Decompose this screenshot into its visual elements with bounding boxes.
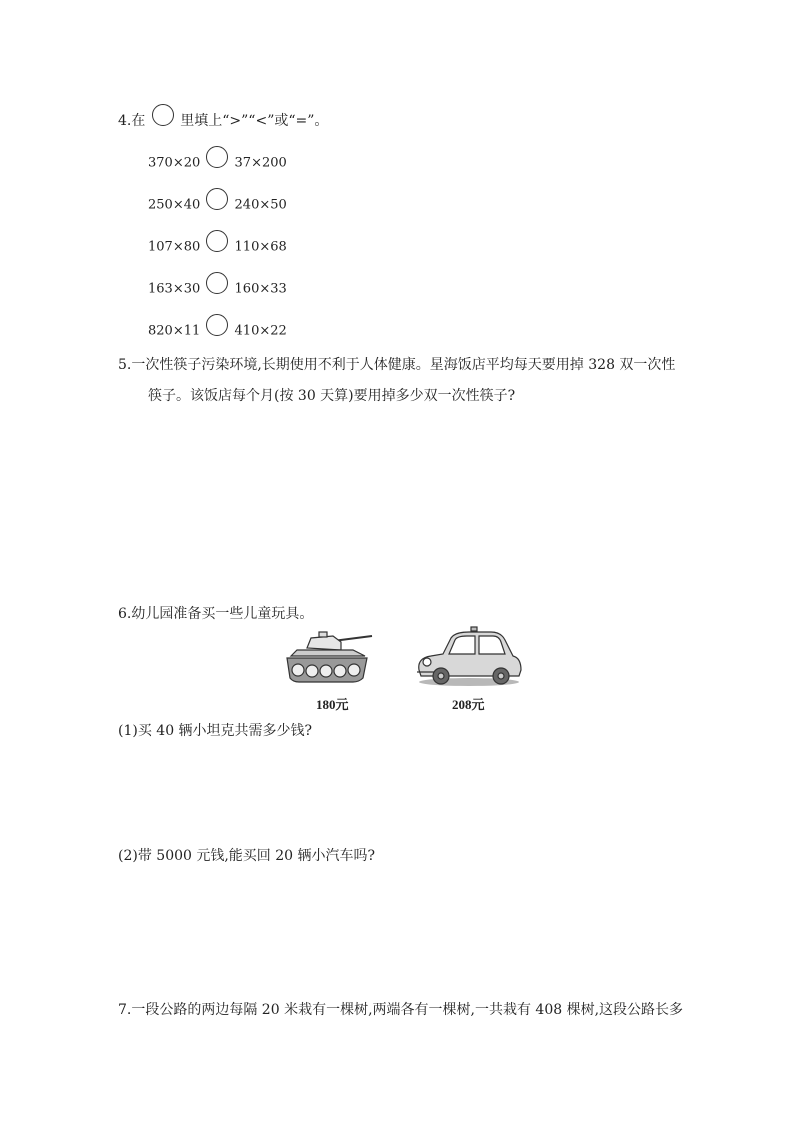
car-price: 208元 bbox=[452, 697, 485, 712]
q4-heading bbox=[118, 110, 328, 132]
compare-row-1 bbox=[148, 152, 287, 174]
q6-title: 6.幼儿园准备买一些儿童玩具。 bbox=[118, 606, 314, 622]
compare-right: 410×22 bbox=[234, 323, 287, 339]
toy-car-icon bbox=[413, 626, 525, 688]
compare-right: 110×68 bbox=[234, 239, 287, 255]
q5-line-1: 5.一次性筷子污染环境,长期使用不利于人体健康。星海饭店平均每天要用掉 328 双一次性 bbox=[118, 357, 676, 373]
compare-blank-circle[interactable] bbox=[206, 314, 228, 336]
compare-blank-circle[interactable] bbox=[206, 188, 228, 210]
compare-row-4 bbox=[148, 278, 287, 300]
compare-row-5 bbox=[148, 320, 287, 342]
q6-part-1: (1)买 40 辆小坦克共需多少钱? bbox=[118, 723, 313, 739]
compare-left: 370×20 bbox=[148, 155, 201, 171]
q4-prefix: 4.在 bbox=[118, 113, 146, 129]
q4-suffix: 里填上“>”“<”或“=”。 bbox=[180, 113, 329, 129]
compare-row-3 bbox=[148, 236, 287, 258]
compare-blank-circle[interactable] bbox=[206, 272, 228, 294]
toy-tank-icon bbox=[283, 628, 375, 686]
compare-blank-circle[interactable] bbox=[206, 230, 228, 252]
compare-row-2 bbox=[148, 194, 287, 216]
compare-right: 37×200 bbox=[234, 155, 287, 171]
compare-blank-circle[interactable] bbox=[206, 146, 228, 168]
answer-circle-icon bbox=[152, 104, 174, 126]
compare-right: 160×33 bbox=[234, 281, 287, 297]
q7-line-1: 7.一段公路的两边每隔 20 米栽有一棵树,两端各有一棵树,一共栽有 408 棵树,这段公路长多 bbox=[118, 1002, 684, 1018]
tank-price: 180元 bbox=[316, 697, 349, 712]
compare-left: 250×40 bbox=[148, 197, 201, 213]
compare-right: 240×50 bbox=[234, 197, 287, 213]
compare-left: 820×11 bbox=[148, 323, 201, 339]
q5-line-2: 筷子。该饭店每个月(按 30 天算)要用掉多少双一次性筷子? bbox=[148, 388, 516, 404]
compare-left: 107×80 bbox=[148, 239, 201, 255]
compare-left: 163×30 bbox=[148, 281, 201, 297]
q6-part-2: (2)带 5000 元钱,能买回 20 辆小汽车吗? bbox=[118, 848, 376, 864]
